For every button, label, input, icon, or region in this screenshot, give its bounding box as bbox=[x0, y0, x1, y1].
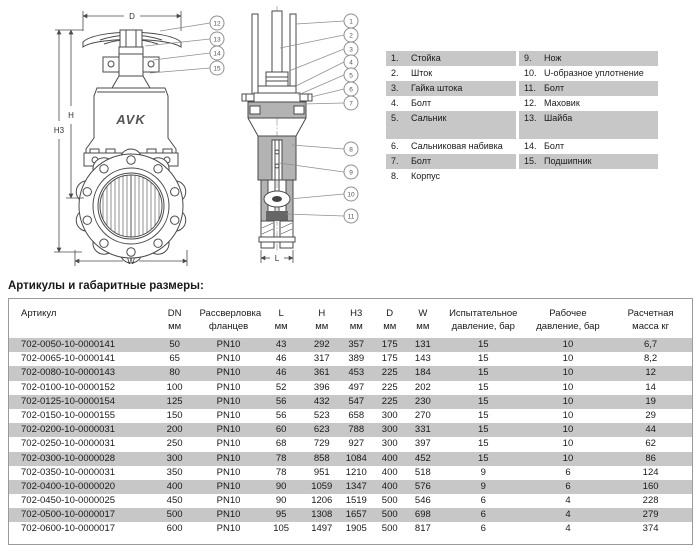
value-cell: 50 bbox=[169, 339, 180, 350]
value-cell: 6 bbox=[480, 509, 486, 521]
value-cell: 546 bbox=[414, 495, 431, 507]
value-cell: 12 bbox=[645, 367, 656, 379]
value-cell: 523 bbox=[313, 409, 330, 421]
legend-item bbox=[519, 111, 658, 139]
valve-drawings bbox=[0, 0, 390, 282]
value-cell: 60 bbox=[275, 424, 287, 436]
legend-item bbox=[386, 154, 516, 169]
value-cell: 62 bbox=[645, 438, 656, 450]
value-cell: 9 bbox=[480, 466, 486, 478]
value-cell: 729 bbox=[313, 438, 330, 450]
value-cell: 518 bbox=[414, 466, 431, 478]
legend-item-label: Нож bbox=[544, 53, 562, 63]
column-header: L мм bbox=[274, 308, 288, 332]
table-row bbox=[9, 338, 692, 352]
value-cell: 175 bbox=[381, 339, 398, 350]
value-cell: 175 bbox=[381, 353, 398, 365]
value-cell: PN10 bbox=[216, 339, 241, 350]
table-row bbox=[9, 409, 692, 423]
value-cell: 350 bbox=[166, 466, 183, 478]
table-row bbox=[9, 381, 692, 395]
legend-item bbox=[386, 81, 516, 96]
value-cell: 4 bbox=[565, 495, 571, 507]
value-cell: 6,7 bbox=[643, 339, 658, 350]
value-cell: 500 bbox=[166, 509, 183, 521]
value-cell: 623 bbox=[313, 424, 330, 436]
value-cell: 65 bbox=[169, 353, 180, 365]
value-cell: 202 bbox=[414, 381, 431, 393]
yoke-pillar bbox=[252, 14, 258, 96]
legend-item-number: 5. bbox=[391, 113, 399, 123]
legend-item bbox=[519, 139, 658, 154]
column-header: W мм bbox=[416, 308, 430, 332]
table-row bbox=[9, 480, 692, 494]
value-cell: 8,2 bbox=[643, 353, 658, 365]
value-cell: 1308 bbox=[311, 509, 333, 521]
value-cell: 400 bbox=[381, 466, 398, 478]
value-cell: 432 bbox=[313, 395, 330, 407]
value-cell: 453 bbox=[348, 367, 365, 379]
value-cell: PN10 bbox=[216, 495, 241, 507]
value-cell: 374 bbox=[642, 523, 659, 535]
legend-item-label: Болт bbox=[411, 98, 432, 108]
callout-2-label: 2 bbox=[349, 32, 353, 40]
column-header: Расчетная масса кг bbox=[627, 308, 674, 332]
value-cell: PN10 bbox=[216, 523, 241, 535]
value-cell: 576 bbox=[414, 480, 431, 492]
legend-item-number: 7. bbox=[391, 156, 399, 166]
u-seal-band bbox=[266, 211, 288, 221]
callout-11-label: 11 bbox=[347, 213, 355, 221]
value-cell: 15 bbox=[477, 367, 489, 379]
article-cell: 702-0150-10-0000155 bbox=[21, 409, 116, 421]
value-cell: 10 bbox=[562, 353, 574, 365]
value-cell: 1519 bbox=[345, 495, 367, 507]
legend-item-number: 3. bbox=[391, 83, 399, 93]
value-cell: 15 bbox=[477, 353, 489, 365]
value-cell: PN10 bbox=[216, 424, 241, 436]
dim-label-h3: H3 bbox=[53, 126, 65, 135]
value-cell: 10 bbox=[562, 339, 574, 350]
article-cell: 702-0600-10-0000017 bbox=[21, 523, 116, 535]
value-cell: 6 bbox=[565, 466, 571, 478]
value-cell: PN10 bbox=[216, 466, 241, 478]
body-top-flange bbox=[248, 102, 306, 118]
value-cell: 6 bbox=[565, 480, 571, 492]
legend-item-number: 2. bbox=[391, 68, 399, 78]
value-cell: PN10 bbox=[216, 438, 241, 450]
legend-item-number: 1. bbox=[391, 53, 399, 63]
value-cell: 600 bbox=[166, 523, 183, 535]
value-cell: 4 bbox=[565, 523, 571, 535]
value-cell: 100 bbox=[166, 381, 183, 393]
value-cell: 160 bbox=[642, 480, 659, 492]
legend-column-right bbox=[519, 51, 658, 184]
value-cell: 230 bbox=[414, 395, 431, 407]
value-cell: 292 bbox=[313, 339, 330, 350]
table-row bbox=[9, 352, 692, 366]
callout-9-label: 9 bbox=[349, 169, 353, 177]
callout-6-label: 6 bbox=[349, 86, 353, 94]
callout-14-label: 14 bbox=[213, 50, 221, 58]
value-cell: 1497 bbox=[311, 523, 333, 535]
table-header bbox=[9, 299, 692, 338]
article-cell: 702-0080-10-0000143 bbox=[21, 367, 116, 379]
article-cell: 702-0350-10-0000031 bbox=[21, 466, 116, 478]
table-body bbox=[9, 338, 692, 537]
value-cell: 1347 bbox=[345, 480, 367, 492]
value-cell: 788 bbox=[348, 424, 365, 436]
legend-item bbox=[386, 111, 516, 139]
value-cell: 452 bbox=[414, 452, 431, 464]
value-cell: 225 bbox=[381, 381, 398, 393]
value-cell: 279 bbox=[642, 509, 659, 521]
legend-column-left bbox=[386, 51, 516, 184]
value-cell: 78 bbox=[275, 466, 287, 478]
value-cell: 400 bbox=[166, 480, 183, 492]
value-cell: 357 bbox=[348, 339, 365, 350]
legend-item bbox=[519, 66, 658, 81]
value-cell: 396 bbox=[313, 381, 330, 393]
legend-item-number: 9. bbox=[524, 53, 532, 63]
table-row bbox=[9, 522, 692, 536]
value-cell: 15 bbox=[477, 452, 489, 464]
value-cell: 29 bbox=[645, 409, 656, 421]
legend-item-label: Корпус bbox=[411, 171, 441, 181]
callout-3-label: 3 bbox=[349, 46, 353, 54]
value-cell: 300 bbox=[166, 452, 183, 464]
table-row bbox=[9, 508, 692, 522]
legend-item bbox=[519, 154, 658, 169]
article-cell: 702-0300-10-0000028 bbox=[21, 452, 116, 464]
value-cell: 1657 bbox=[345, 509, 367, 521]
value-cell: PN10 bbox=[216, 353, 241, 365]
legend-item-label: Болт bbox=[544, 141, 565, 151]
front-view-drawing bbox=[54, 11, 224, 266]
legend-item-label: Стойка bbox=[411, 53, 441, 63]
value-cell: 15 bbox=[477, 409, 489, 421]
legend-item-label: Сальниковая набивка bbox=[411, 141, 503, 151]
value-cell: 46 bbox=[275, 353, 287, 365]
parts-legend bbox=[386, 51, 658, 184]
value-cell: 300 bbox=[381, 438, 398, 450]
value-cell: 10 bbox=[562, 452, 574, 464]
value-cell: 1084 bbox=[345, 452, 367, 464]
table-row bbox=[9, 466, 692, 480]
article-cell: 702-0450-10-0000025 bbox=[21, 495, 116, 507]
legend-item-number: 11. bbox=[524, 83, 536, 93]
legend-item bbox=[519, 51, 658, 66]
value-cell: 10 bbox=[562, 438, 574, 450]
column-header: Испытательное давление, бар bbox=[449, 308, 518, 332]
value-cell: PN10 bbox=[216, 480, 241, 492]
value-cell: 15 bbox=[477, 438, 489, 450]
value-cell: 15 bbox=[477, 395, 489, 407]
legend-item-label: Болт bbox=[411, 156, 432, 166]
value-cell: 225 bbox=[381, 367, 398, 379]
column-header: Рабочее давление, бар bbox=[536, 308, 600, 332]
dim-label-w: W bbox=[127, 257, 135, 266]
value-cell: 1210 bbox=[345, 466, 367, 478]
value-cell: 56 bbox=[275, 395, 287, 407]
value-cell: 125 bbox=[166, 395, 183, 407]
value-cell: 1059 bbox=[311, 480, 333, 492]
legend-item-number: 8. bbox=[391, 171, 399, 181]
article-cell: 702-0065-10-0000141 bbox=[21, 353, 116, 365]
dim-label-l: L bbox=[274, 254, 280, 263]
section-heading: Артикулы и габаритные размеры: bbox=[8, 280, 204, 292]
legend-item-number: 12. bbox=[524, 98, 537, 108]
gland-flange bbox=[242, 93, 312, 102]
value-cell: 46 bbox=[275, 367, 287, 379]
value-cell: 300 bbox=[381, 424, 398, 436]
callout-10-label: 10 bbox=[347, 191, 355, 199]
column-header: DN мм bbox=[167, 308, 182, 332]
value-cell: 6 bbox=[480, 495, 486, 507]
value-cell: 389 bbox=[348, 353, 365, 365]
value-cell: 143 bbox=[414, 353, 431, 365]
value-cell: 817 bbox=[414, 523, 431, 535]
value-cell: 951 bbox=[313, 466, 330, 478]
table-row bbox=[9, 452, 692, 466]
column-header: Артикул bbox=[21, 308, 57, 319]
value-cell: 10 bbox=[562, 424, 574, 436]
column-header: H мм bbox=[315, 308, 329, 332]
callout-7-label: 7 bbox=[349, 100, 353, 108]
legend-item-number: 14. bbox=[524, 141, 537, 151]
value-cell: 927 bbox=[348, 438, 365, 450]
value-cell: 397 bbox=[414, 438, 431, 450]
legend-item-number: 6. bbox=[391, 141, 399, 151]
value-cell: 56 bbox=[275, 409, 287, 421]
value-cell: PN10 bbox=[216, 395, 241, 407]
article-cell: 702-0500-10-0000017 bbox=[21, 509, 116, 521]
legend-item bbox=[519, 81, 658, 96]
value-cell: 68 bbox=[275, 438, 287, 450]
value-cell: PN10 bbox=[216, 509, 241, 521]
value-cell: 124 bbox=[642, 466, 659, 478]
value-cell: 9 bbox=[480, 480, 486, 492]
value-cell: PN10 bbox=[216, 409, 241, 421]
article-cell: 702-0125-10-0000154 bbox=[21, 395, 116, 407]
stem-assembly bbox=[103, 47, 159, 88]
value-cell: 19 bbox=[645, 395, 656, 407]
legend-item-label: Сальник bbox=[411, 113, 447, 123]
value-cell: 52 bbox=[275, 381, 287, 393]
value-cell: 44 bbox=[645, 424, 656, 436]
stem-nut bbox=[266, 72, 288, 86]
legend-item bbox=[386, 169, 516, 184]
value-cell: 200 bbox=[166, 424, 183, 436]
value-cell: 95 bbox=[275, 509, 287, 521]
value-cell: 450 bbox=[166, 495, 183, 507]
value-cell: 547 bbox=[348, 395, 365, 407]
legend-item bbox=[386, 51, 516, 66]
article-cell: 702-0250-10-0000031 bbox=[21, 438, 116, 450]
value-cell: 6 bbox=[480, 523, 486, 535]
table-row bbox=[9, 395, 692, 409]
legend-item-label: Шток bbox=[411, 68, 433, 78]
value-cell: 10 bbox=[562, 381, 574, 393]
value-cell: 86 bbox=[645, 452, 656, 464]
column-header: Рассверловка фланцев bbox=[199, 308, 262, 332]
callout-5-label: 5 bbox=[349, 72, 353, 80]
avk-logo: AVK bbox=[116, 112, 146, 127]
value-cell: 131 bbox=[414, 339, 431, 350]
value-cell: 10 bbox=[562, 395, 574, 407]
value-cell: 500 bbox=[381, 523, 398, 535]
value-cell: 90 bbox=[275, 495, 287, 507]
dim-label-d: D bbox=[129, 12, 135, 21]
table-row bbox=[9, 494, 692, 508]
value-cell: 317 bbox=[313, 353, 330, 365]
value-cell: 90 bbox=[275, 480, 287, 492]
value-cell: 361 bbox=[313, 367, 330, 379]
stem-section bbox=[272, 11, 282, 74]
value-cell: PN10 bbox=[216, 381, 241, 393]
value-cell: 300 bbox=[381, 409, 398, 421]
value-cell: 105 bbox=[273, 523, 290, 535]
callout-13-label: 13 bbox=[213, 36, 221, 44]
value-cell: 500 bbox=[381, 509, 398, 521]
yoke-pillar bbox=[290, 14, 296, 96]
article-cell: 702-0200-10-0000031 bbox=[21, 424, 116, 436]
legend-item-label: Болт bbox=[544, 83, 565, 93]
legend-item bbox=[386, 96, 516, 111]
section-view-drawing bbox=[242, 6, 358, 263]
callout-12-label: 12 bbox=[213, 20, 221, 28]
callout-8-label: 8 bbox=[349, 146, 353, 154]
value-cell: 15 bbox=[477, 339, 489, 350]
callout-4-label: 4 bbox=[349, 59, 353, 67]
article-cell: 702-0050-10-0000141 bbox=[21, 339, 116, 350]
legend-item-label: Подшипник bbox=[544, 156, 592, 166]
legend-item-number: 4. bbox=[391, 98, 399, 108]
gland-top-plate bbox=[258, 86, 296, 93]
legend-item bbox=[386, 66, 516, 81]
legend-item-label: Шайба bbox=[544, 113, 573, 123]
value-cell: 43 bbox=[275, 339, 287, 350]
value-cell: 858 bbox=[313, 452, 330, 464]
value-cell: 400 bbox=[381, 452, 398, 464]
column-header: H3 мм bbox=[349, 308, 363, 332]
value-cell: 184 bbox=[414, 367, 431, 379]
value-cell: 228 bbox=[642, 495, 659, 507]
legend-item-label: U-образное уплотнение bbox=[544, 68, 644, 78]
legend-item-label: Гайка штока bbox=[411, 83, 463, 93]
value-cell: PN10 bbox=[216, 452, 241, 464]
value-cell: 225 bbox=[381, 395, 398, 407]
legend-item-number: 10. bbox=[524, 68, 537, 78]
article-cell: 702-0400-10-0000020 bbox=[21, 480, 116, 492]
handwheel bbox=[83, 30, 181, 47]
value-cell: 78 bbox=[275, 452, 287, 464]
table-row bbox=[9, 366, 692, 380]
value-cell: 10 bbox=[562, 367, 574, 379]
value-cell: 150 bbox=[166, 409, 183, 421]
value-cell: 1206 bbox=[311, 495, 333, 507]
table-row bbox=[9, 423, 692, 437]
value-cell: 15 bbox=[477, 424, 489, 436]
dimensions-table bbox=[8, 298, 693, 545]
value-cell: 10 bbox=[562, 409, 574, 421]
dim-label-h: H bbox=[68, 111, 74, 120]
value-cell: 331 bbox=[414, 424, 431, 436]
callout-1-label: 1 bbox=[349, 18, 353, 26]
value-cell: 4 bbox=[565, 509, 571, 521]
value-cell: 250 bbox=[166, 438, 183, 450]
value-cell: 658 bbox=[348, 409, 365, 421]
value-cell: 698 bbox=[414, 509, 431, 521]
table-row bbox=[9, 437, 692, 451]
legend-item bbox=[519, 96, 658, 111]
legend-item-number: 13. bbox=[524, 113, 537, 123]
legend-item-label: Маховик bbox=[544, 98, 580, 108]
value-cell: 15 bbox=[477, 381, 489, 393]
value-cell: 1905 bbox=[345, 523, 367, 535]
value-cell: 14 bbox=[645, 381, 656, 393]
value-cell: 270 bbox=[414, 409, 431, 421]
callout-15-label: 15 bbox=[213, 65, 221, 73]
value-cell: 80 bbox=[169, 367, 180, 379]
legend-item bbox=[386, 139, 516, 154]
column-header: D мм bbox=[383, 308, 397, 332]
legend-item-number: 15. bbox=[524, 156, 537, 166]
value-cell: 497 bbox=[348, 381, 365, 393]
value-cell: PN10 bbox=[216, 367, 241, 379]
value-cell: 500 bbox=[381, 495, 398, 507]
value-cell: 400 bbox=[381, 480, 398, 492]
article-cell: 702-0100-10-0000152 bbox=[21, 381, 116, 393]
